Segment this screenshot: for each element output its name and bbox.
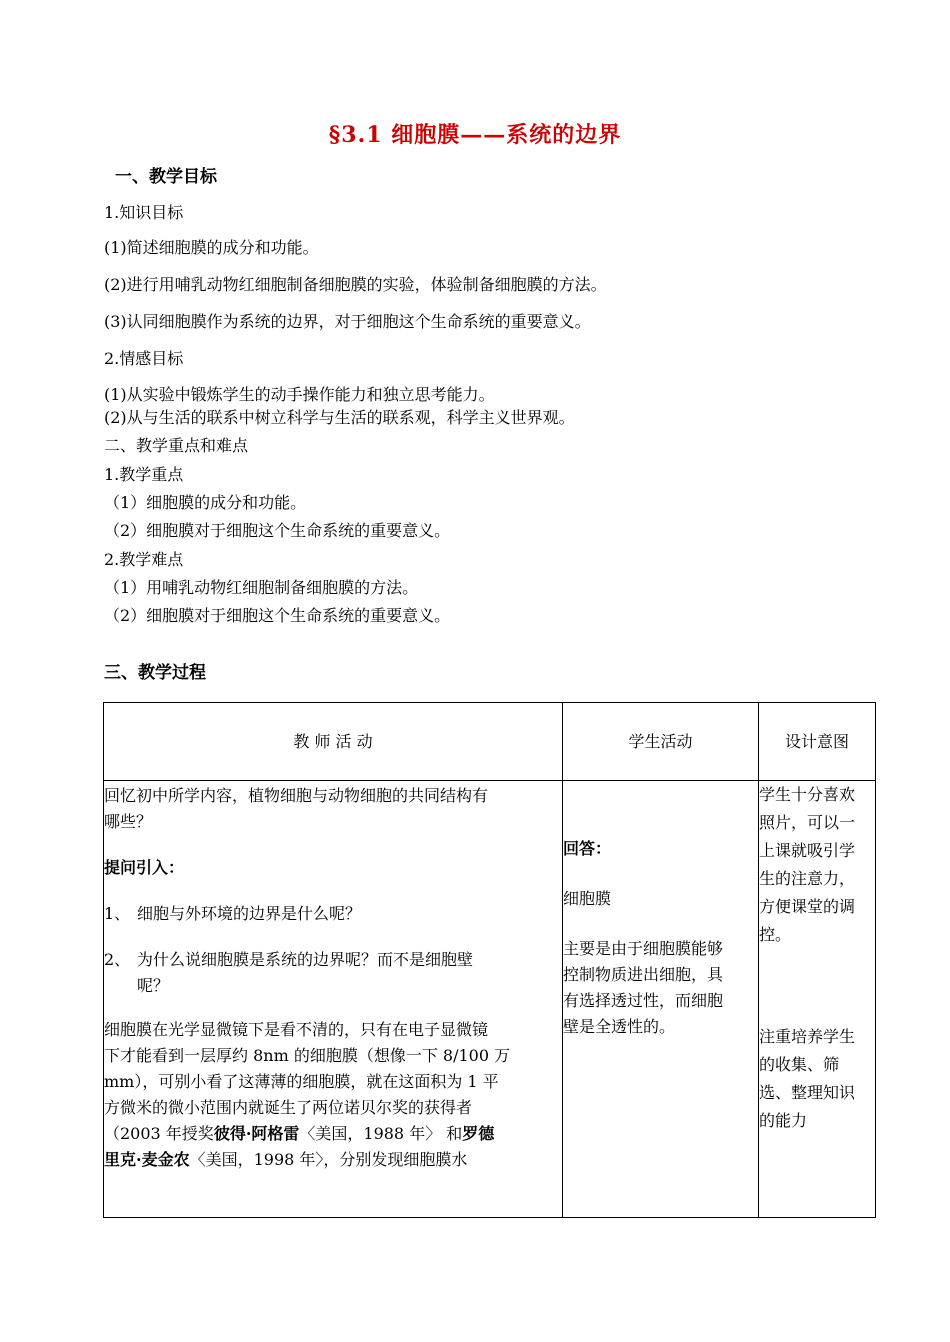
design-line: 方便课堂的调 xyxy=(759,897,856,916)
teacher-intro-text: 回忆初中所学内容，植物细胞与动物细胞的共同结构有 xyxy=(104,786,489,805)
paragraph-fragment: 〈美国，1998 年〉，分别发现细胞膜水 xyxy=(189,1150,468,1169)
table-row xyxy=(104,781,876,1218)
emotion-item: (2)从与生活的联系中树立科学与生活的联系观，科学主义世界观。 xyxy=(104,408,575,427)
laureate-name: 里克·麦金农 xyxy=(104,1150,190,1169)
teacher-intro-text: 哪些？ xyxy=(104,812,153,831)
teaching-process-table xyxy=(103,702,876,1218)
header-design-intent: 设计意图 xyxy=(759,703,876,781)
question-text xyxy=(137,947,473,999)
design-line: 照片，可以一 xyxy=(759,813,856,832)
knowledge-item: (2)进行用哺乳动物红细胞制备细胞膜的实验，体验制备细胞膜的方法。 xyxy=(104,275,607,294)
key-point-item: （2）细胞膜对于细胞这个生命系统的重要意义。 xyxy=(104,521,451,540)
question-text: 细胞与外环境的边界是什么呢？ xyxy=(137,904,362,923)
paragraph-line xyxy=(104,1121,562,1147)
paragraph-fragment: （2003 年授奖 xyxy=(104,1124,214,1143)
table-header-row xyxy=(104,703,876,781)
design-line: 的收集、筛 xyxy=(759,1055,840,1074)
question-item xyxy=(104,947,562,999)
header-student-activity: 学生活动 xyxy=(563,703,759,781)
question-text-line: 呢？ xyxy=(137,976,170,995)
reason-line: 有选择透过性，而细胞 xyxy=(563,991,724,1010)
key-point-item: （1）细胞膜的成分和功能。 xyxy=(104,493,307,512)
paragraph-fragment: 〈美国，1988 年〉 和 xyxy=(299,1124,463,1143)
reason-line: 主要是由于细胞膜能够 xyxy=(563,939,724,958)
student-activity-cell xyxy=(563,781,759,1218)
question-item xyxy=(104,901,562,927)
design-intent-cell xyxy=(759,781,876,1218)
answer-text: 细胞膜 xyxy=(563,889,612,908)
question-number: 1、 xyxy=(104,904,131,923)
emotion-objectives-heading: 2.情感目标 xyxy=(104,349,184,368)
knowledge-objectives-heading: 1.知识目标 xyxy=(104,203,184,222)
design-line: 生的注意力， xyxy=(759,869,856,888)
answer-label: 回答： xyxy=(563,839,612,858)
reason-line: 控制物质进出细胞，具 xyxy=(563,965,724,984)
emotion-item: (1)从实验中锻炼学生的动手操作能力和独立思考能力。 xyxy=(104,385,495,404)
design-line: 控。 xyxy=(759,925,792,944)
knowledge-item: (3)认同细胞膜作为系统的边界，对于细胞这个生命系统的重要意义。 xyxy=(104,312,591,331)
key-points-heading: 1.教学重点 xyxy=(104,465,184,484)
design-line: 选、整理知识 xyxy=(759,1083,856,1102)
reason-line: 壁是全透性的。 xyxy=(563,1017,676,1036)
difficult-point-item: （1）用哺乳动物红细胞制备细胞膜的方法。 xyxy=(104,578,419,597)
design-line: 的能力 xyxy=(759,1111,808,1130)
teacher-activity-cell xyxy=(104,781,563,1218)
paragraph-line: 方微米的微小范围内就诞生了两位诺贝尔奖的获得者 xyxy=(104,1098,473,1117)
design-line: 上课就吸引学 xyxy=(759,841,856,860)
paragraph-line: 下才能看到一层厚约 8nm 的细胞膜（想像一下 8/100 万 xyxy=(104,1046,511,1065)
question-text-line: 为什么说细胞膜是系统的边界呢？而不是细胞壁 xyxy=(137,950,474,969)
question-heading: 提问引入： xyxy=(104,858,185,877)
laureate-name: 罗德 xyxy=(462,1124,495,1143)
design-line: 学生十分喜欢 xyxy=(759,785,856,804)
paragraph-line xyxy=(104,1147,562,1173)
header-teacher-activity: 教 师 活 动 xyxy=(104,703,563,781)
difficult-points-heading: 2.教学难点 xyxy=(104,550,184,569)
design-line: 注重培养学生 xyxy=(759,1027,856,1046)
page-title: §3.1 细胞膜——系统的边界 xyxy=(328,122,622,148)
question-number: 2、 xyxy=(104,950,131,969)
section-heading-process: 三、教学过程 xyxy=(104,663,206,683)
section-heading-objectives: 一、教学目标 xyxy=(115,167,217,187)
paragraph-line: mm），可别小看了这薄薄的细胞膜，就在这面积为 1 平 xyxy=(104,1072,499,1091)
laureate-name: 彼得·阿格雷 xyxy=(213,1124,300,1143)
section-heading-key-points: 二、教学重点和难点 xyxy=(104,436,249,455)
difficult-point-item: （2）细胞膜对于细胞这个生命系统的重要意义。 xyxy=(104,606,451,625)
paragraph-line: 细胞膜在光学显微镜下是看不清的，只有在电子显微镜 xyxy=(104,1020,489,1039)
knowledge-item: (1)简述细胞膜的成分和功能。 xyxy=(104,238,319,257)
